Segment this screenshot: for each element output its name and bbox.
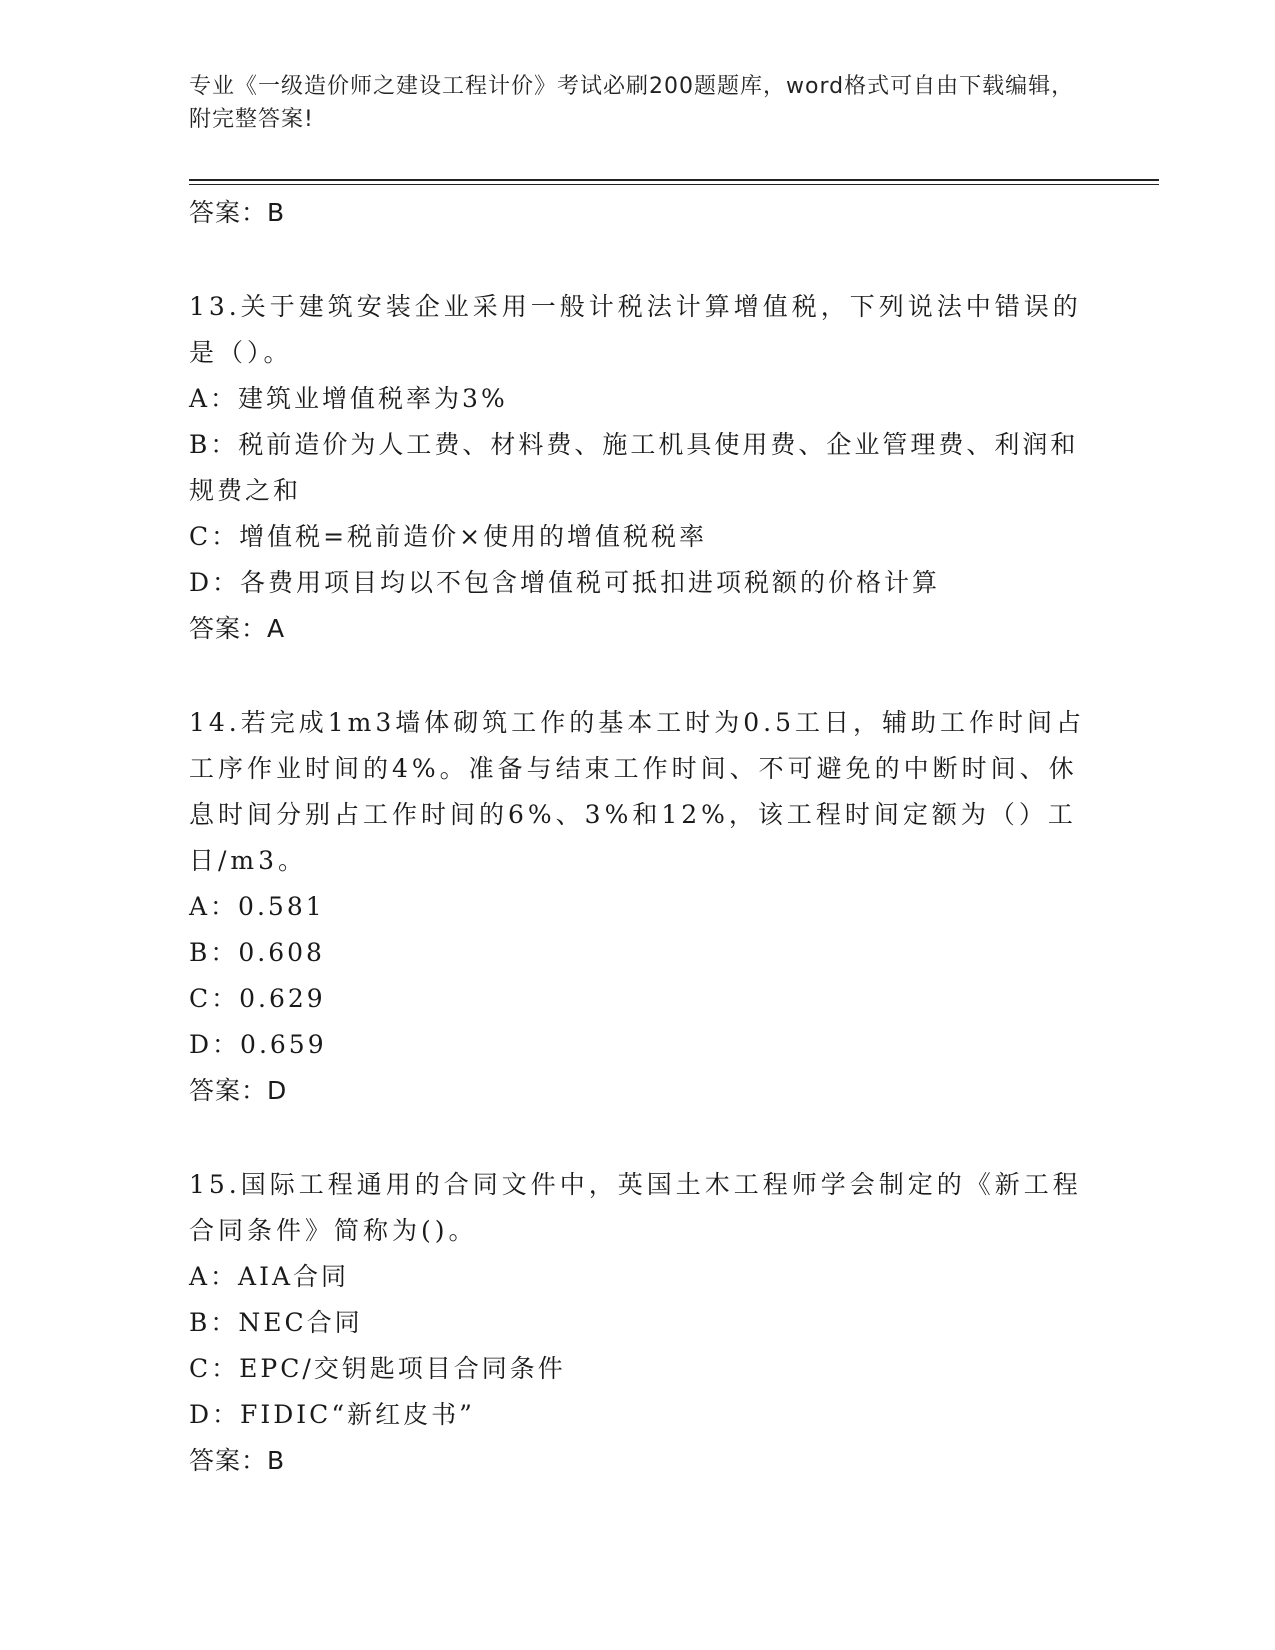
page-header: 专业《一级造价师之建设工程计价》考试必刷200题题库，word格式可自由下载编辑，附完整答案! [189, 74, 1075, 132]
question-stem: 13.关于建筑安装企业采用一般计税法计算增值税，下列说法中错误的是（）。 [189, 292, 1082, 367]
question-block-15 [189, 1162, 1089, 1484]
question-option-c: C：EPC/交钥匙项目合同条件 [189, 1354, 566, 1383]
question-answer: 答案：A [189, 614, 286, 643]
header-divider-thin [189, 184, 1159, 185]
question-option-c: C：0.629 [189, 984, 326, 1013]
question-option-d: D：FIDIC“新红皮书” [189, 1400, 475, 1429]
question-option-a: A：0.581 [189, 892, 325, 921]
question-option-c: C：增值税=税前造价×使用的增值税税率 [189, 522, 708, 551]
question-option-d: D：各费用项目均以不包含增值税可抵扣进项税额的价格计算 [189, 568, 941, 597]
question-option-b: B：NEC合同 [189, 1308, 363, 1337]
header-divider-thick [189, 179, 1159, 181]
document-content [189, 190, 1089, 1484]
question-option-d: D：0.659 [189, 1030, 327, 1059]
question-stem: 14.若完成1m3墙体砌筑工作的基本工时为0.5工日，辅助工作时间占工序作业时间的4%。准备与结束工作时间、不可避免的中断时间、休息时间分别占工作时间的6%、3%和12%，该工程时间定额为（）工日/m3。 [189, 708, 1086, 875]
question-option-b: B：0.608 [189, 938, 325, 967]
question-answer: 答案：D [189, 1076, 288, 1105]
question-option-b: B：税前造价为人工费、材料费、施工机具使用费、企业管理费、利润和规费之和 [189, 430, 1079, 505]
question-stem: 15.国际工程通用的合同文件中，英国土木工程师学会制定的《新工程合同条件》简称为()。 [189, 1170, 1082, 1245]
question-block-14 [189, 700, 1089, 1114]
question-option-a: A：建筑业增值税率为3% [189, 384, 508, 413]
question-option-a: A：AIA合同 [189, 1262, 350, 1291]
previous-answer: 答案：B [189, 198, 286, 227]
question-answer: 答案：B [189, 1446, 286, 1475]
question-block-13 [189, 284, 1089, 652]
